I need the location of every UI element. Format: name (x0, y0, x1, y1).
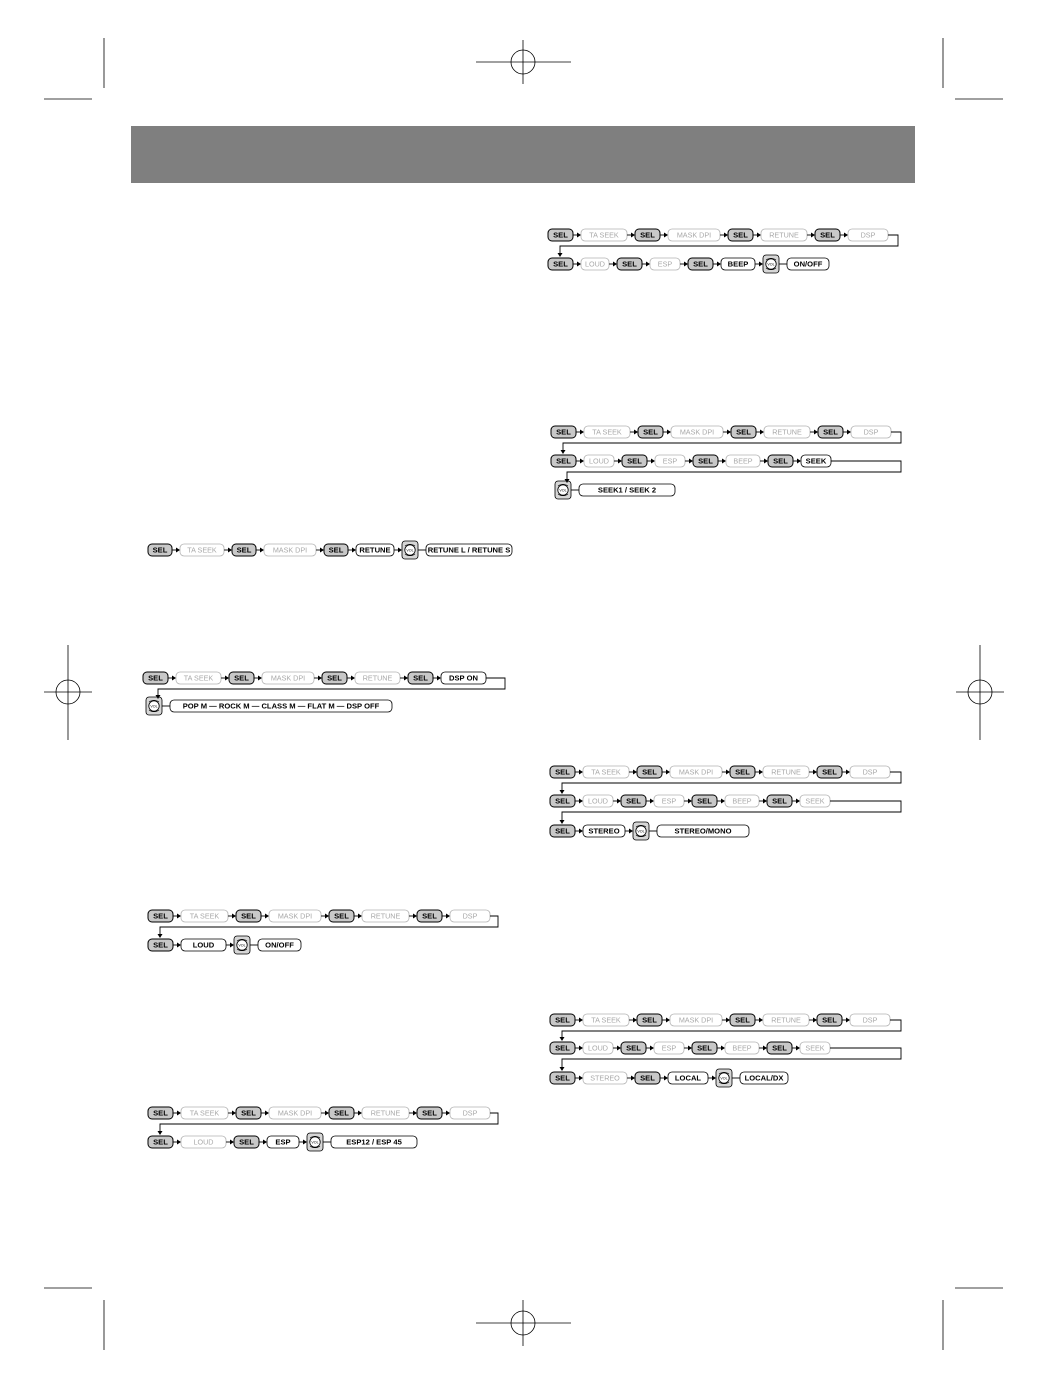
menu-step-label: SEL (334, 911, 349, 921)
menu-step-retune (763, 1014, 809, 1026)
menu-step-label: TA SEEK (183, 673, 214, 683)
menu-step-label: STEREO/MONO (674, 826, 732, 836)
menu-step-label: SEL (773, 456, 788, 466)
menu-step-label: ON/OFF (793, 259, 823, 269)
menu-step-label: DSP (462, 911, 478, 921)
vol-knob-label: VOL (637, 829, 645, 834)
menu-step-label: SEL (555, 796, 570, 806)
menu-step-label: MASK DPI (270, 673, 306, 683)
menu-step-sel (621, 1042, 646, 1054)
menu-step-label: DSP (462, 1108, 478, 1118)
menu-step-label: LOUD (193, 1137, 214, 1147)
menu-step-label: SEL (697, 1043, 712, 1053)
menu-step-sel (635, 1072, 660, 1084)
menu-step-sel (637, 1014, 662, 1026)
menu-step-label: BEEP (733, 456, 753, 466)
menu-step-label: SEL (622, 259, 637, 269)
menu-step-label: MASK DPI (676, 230, 712, 240)
menu-step-label: SEL (698, 456, 713, 466)
menu-step-label: DSP (862, 767, 878, 777)
menu-step-label: SEL (772, 796, 787, 806)
flow-arrow (579, 1076, 583, 1081)
vol-knob-label: VOL (311, 1140, 319, 1145)
menu-step-label: SEL (643, 427, 658, 437)
menu-step-label: LOUD (585, 259, 605, 269)
flow-arrow (721, 1046, 725, 1051)
flow-arrow (560, 1037, 565, 1041)
menu-step-label: SEEK (805, 1043, 825, 1053)
flow-arrow (617, 1046, 621, 1051)
menu-step-label: MASK DPI (678, 1015, 714, 1025)
vol-knob-label: VOL (150, 704, 158, 709)
menu-step-label: SEL (556, 427, 571, 437)
menu-step-label: SEL (642, 1015, 657, 1025)
menu-step-sel (692, 1042, 717, 1054)
menu-step-label: DSP (862, 1015, 878, 1025)
menu-step-label: SEEK (805, 796, 825, 806)
menu-step-label: SEL (626, 796, 641, 806)
menu-step-label: SEL (239, 1137, 254, 1147)
menu-step-label: RETUNE (359, 545, 391, 555)
flow-arrow (666, 1018, 670, 1023)
menu-step-label: SEL (823, 427, 838, 437)
menu-step-sel (730, 1014, 755, 1026)
menu-step-label: DSP (860, 230, 876, 240)
menu-step-label: DSP ON (449, 673, 478, 683)
menu-step-label: TA SEEK (189, 911, 220, 921)
menu-step-label: SEL (148, 673, 163, 683)
menu-step-label: SEL (555, 826, 570, 836)
menu-step-label: ESP (661, 1043, 677, 1053)
flow-arrow (813, 1018, 817, 1023)
vol-knob-label: VOL (559, 488, 567, 493)
menu-step-label: RETUNE (370, 1108, 401, 1118)
menu-step-label: LOCAL/DX (744, 1073, 784, 1083)
menu-step-label: SEL (555, 767, 570, 777)
vol-knob-label: VOL (767, 262, 775, 267)
menu-step-sel (550, 1072, 575, 1084)
menu-step-label: SEL (555, 1043, 570, 1053)
menu-step-label: MASK DPI (679, 427, 715, 437)
menu-step-label: SEL (152, 545, 168, 555)
menu-step-label: LOUD (192, 940, 215, 950)
menu-step-sel (550, 1042, 575, 1054)
menu-step-label: SEL (153, 911, 168, 921)
menu-step-esp (654, 1042, 684, 1054)
menu-step-loud (583, 1042, 613, 1054)
menu-step-label: RETUNE (772, 427, 802, 437)
flow-arrow (763, 1046, 767, 1051)
vol-knob-icon (716, 1069, 732, 1087)
flow-arrow (688, 1046, 692, 1051)
menu-step-label: SEL (422, 911, 437, 921)
menu-step-label: TA SEEK (589, 230, 619, 240)
menu-step-label: ESP (662, 456, 678, 466)
menu-step-dsp (850, 1014, 890, 1026)
menu-step-stereo (583, 1072, 627, 1084)
flow-arrow (759, 1018, 763, 1023)
flow-arrow (631, 1076, 635, 1081)
menu-step-label: SEL (327, 673, 342, 683)
menu-step-sel (817, 1014, 842, 1026)
menu-step-label: LOCAL (674, 1073, 702, 1083)
menu-step-label: SEL (334, 1108, 349, 1118)
menu-step-label: TA SEEK (591, 1015, 621, 1025)
menu-step-label: SEL (642, 767, 657, 777)
menu-step-local-dx (740, 1072, 788, 1084)
menu-step-label: SEL (236, 545, 252, 555)
menu-step-label: SEEK1 / SEEK 2 (597, 485, 657, 495)
menu-step-label: RETUNE (771, 1015, 801, 1025)
menu-step-label: SEEK (805, 456, 827, 466)
flow-arrow (726, 1018, 730, 1023)
menu-step-label: SEL (772, 1043, 787, 1053)
menu-step-label: SEL (153, 940, 168, 950)
menu-step-label: SEL (555, 1015, 570, 1025)
menu-step-label: SEL (820, 230, 835, 240)
menu-step-label: SEL (736, 427, 751, 437)
menu-step-label: SEL (153, 1108, 168, 1118)
flow-arrow (664, 1076, 668, 1081)
menu-step-label: SEL (627, 456, 642, 466)
flow-arrow (650, 1046, 654, 1051)
menu-step-label: SEL (822, 1015, 837, 1025)
menu-step-label: DSP (863, 427, 879, 437)
menu-step-label: SEL (735, 1015, 750, 1025)
menu-step-label: ESP (657, 259, 673, 269)
menu-step-label: MASK DPI (272, 545, 308, 555)
menu-step-label: TA SEEK (592, 427, 622, 437)
menu-step-label: RETUNE L / RETUNE S (427, 545, 511, 555)
menu-step-seek (800, 1042, 830, 1054)
menu-step-local (668, 1072, 708, 1084)
menu-step-label: SEL (555, 1073, 570, 1083)
vol-knob-label: VOL (406, 548, 414, 553)
vol-knob-label: VOL (238, 943, 246, 948)
menu-step-label: SEL (234, 673, 249, 683)
flow-arrow (560, 1067, 565, 1071)
menu-step-label: RETUNE (362, 673, 393, 683)
menu-step-label: MASK DPI (277, 1108, 313, 1118)
menu-step-label: LOUD (589, 456, 609, 466)
menu-step-sel (767, 1042, 792, 1054)
menu-step-label: SEL (626, 1043, 641, 1053)
menu-step-label: MASK DPI (678, 767, 714, 777)
flow-arrow (579, 1046, 583, 1051)
menu-step-label: SEL (422, 1108, 437, 1118)
flow-arrow (846, 1018, 850, 1023)
menu-step-label: SEL (640, 230, 655, 240)
flow-arrow (796, 1046, 800, 1051)
menu-step-label: SEL (697, 796, 712, 806)
menu-step-label: SEL (328, 545, 344, 555)
menu-step-label: RETUNE (769, 230, 799, 240)
menu-step-label: SEL (553, 259, 568, 269)
menu-step-label: ESP (275, 1137, 291, 1147)
menu-step-label: RETUNE (771, 767, 801, 777)
menu-step-mask-dpi (670, 1014, 722, 1026)
menu-step-label: SEL (241, 1108, 256, 1118)
menu-step-label: LOUD (588, 796, 608, 806)
menu-step-beep (725, 1042, 759, 1054)
menu-step-label: SEL (553, 230, 568, 240)
menu-step-label: TA SEEK (591, 767, 621, 777)
menu-step-label: LOUD (588, 1043, 608, 1053)
menu-step-label: SEL (733, 230, 748, 240)
menu-step-label: POP M — ROCK M — CLASS M — FLAT M — DSP OFF (182, 701, 380, 711)
menu-step-label: SEL (556, 456, 571, 466)
menu-step-sel (550, 1014, 575, 1026)
menu-step-ta-seek (583, 1014, 629, 1026)
menu-step-label: RETUNE (370, 911, 401, 921)
flow-arrow (579, 1018, 583, 1023)
menu-step-label: BEEP (732, 796, 752, 806)
menu-step-label: SEL (153, 1137, 168, 1147)
menu-step-label: SEL (735, 767, 750, 777)
menu-step-label: BEEP (727, 259, 749, 269)
menu-step-label: ESP12 / ESP 45 (346, 1137, 402, 1147)
menu-step-label: SEL (413, 673, 428, 683)
menu-step-label: ON/OFF (265, 940, 294, 950)
menu-step-label: STEREO (590, 1073, 620, 1083)
menu-step-label: STEREO (588, 826, 620, 836)
menu-step-label: BEEP (732, 1043, 752, 1053)
menu-step-label: ESP (661, 796, 677, 806)
menu-step-label: MASK DPI (277, 911, 313, 921)
menu-step-label: SEL (640, 1073, 655, 1083)
vol-knob-label: VOL (720, 1076, 728, 1081)
flow-arrow (633, 1018, 637, 1023)
menu-step-label: SEL (693, 259, 708, 269)
menu-step-label: SEL (241, 911, 256, 921)
flow-arrow (712, 1076, 716, 1081)
menu-step-label: TA SEEK (187, 545, 217, 555)
menu-step-label: SEL (822, 767, 837, 777)
menu-step-label: TA SEEK (189, 1108, 220, 1118)
